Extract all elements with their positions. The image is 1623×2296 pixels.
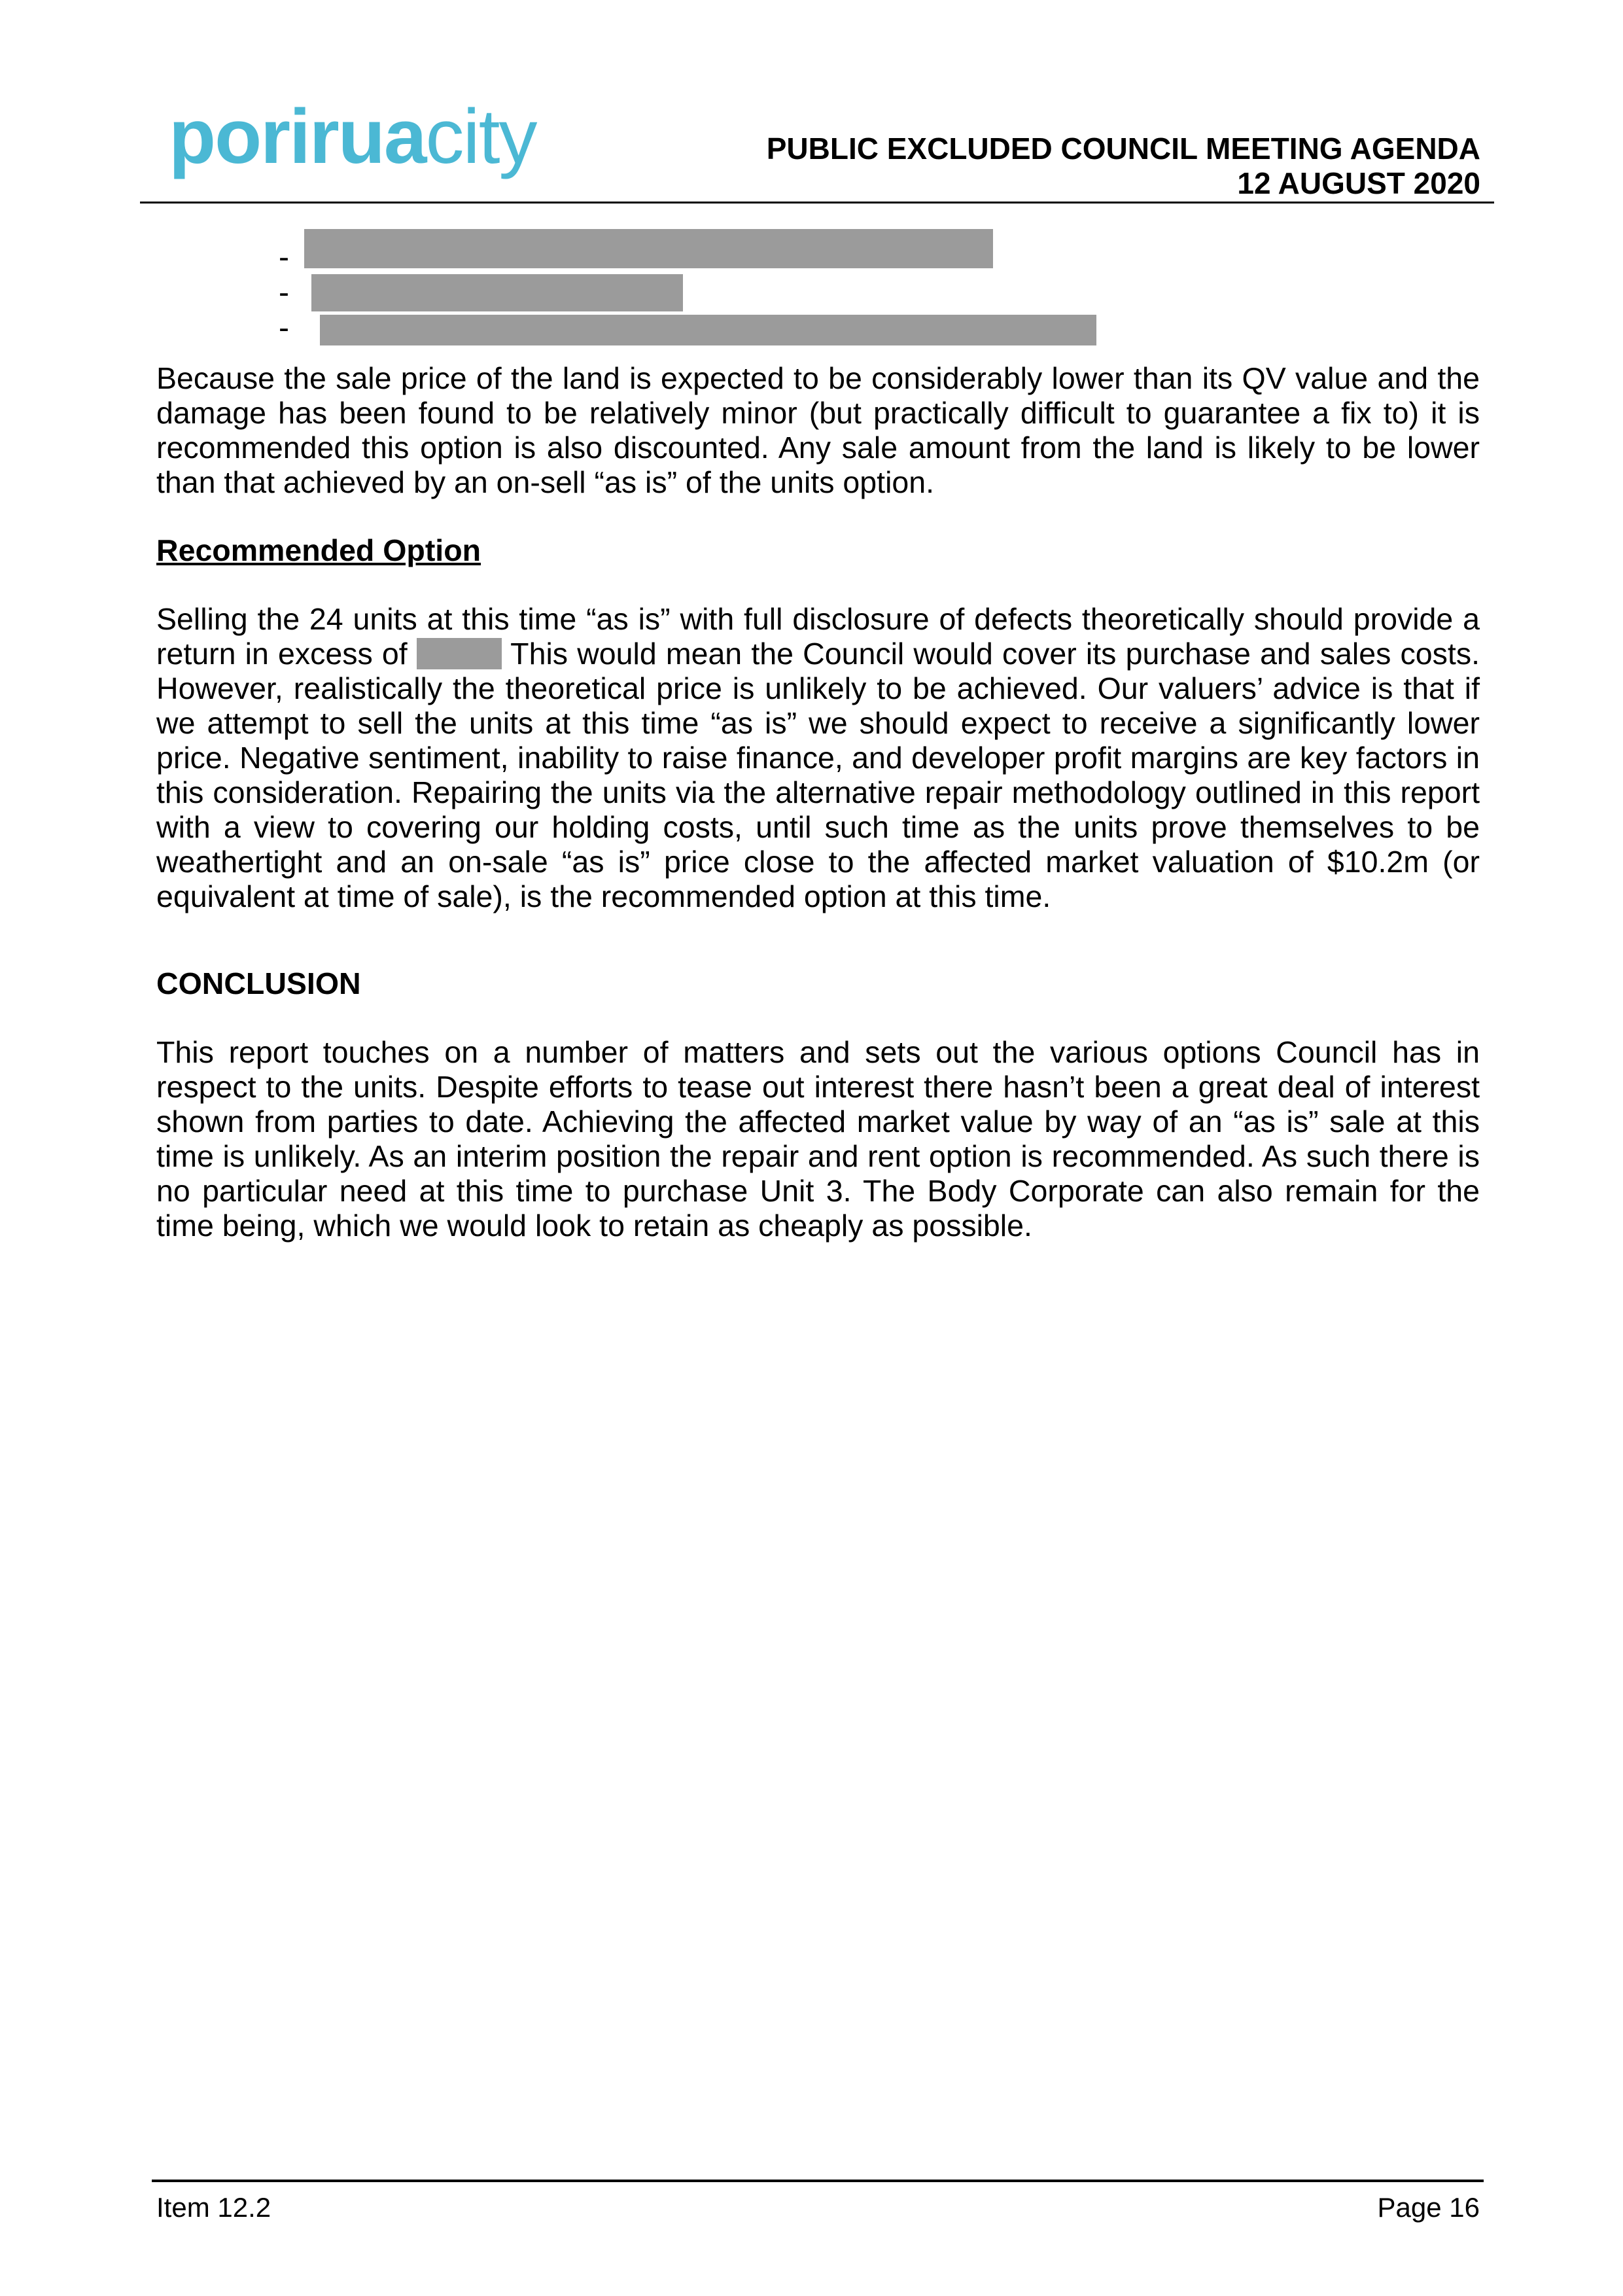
porirua-city-logo bbox=[169, 94, 536, 180]
footer-rule bbox=[152, 2180, 1484, 2182]
footer-item: Item 12.2 bbox=[156, 2192, 271, 2223]
bullet-dash: - bbox=[279, 275, 289, 310]
footer-page-number: Page 16 bbox=[1377, 2192, 1480, 2223]
paragraph-conclusion: This report touches on a number of matters and sets out the various options Council has in respect to the units. Despite efforts to tease out interest there hasn’t been a great deal of interest shown from parties to date. Achieving the affected market value by way of an “as is” sale at this time is unlikely. As an interim position the repair and rent option is recommended. As such there is no particular need at this time to purchase Unit 3. The Body Corporate can also remain for the time being, which we would look to retain as cheaply as possible. bbox=[156, 1035, 1480, 1243]
para2-end: This would mean the Council would cover its purchase and sales costs. However, realistically the theoretical price is unlikely to be achieved. Our valuers’ advice is that if we attempt to sell the units at this time “as is” we should expect to receive a significantly lower price. Negative sentiment, inability to raise finance, and developer profit margins are key factors in this consideration. Repairing the units via the alternative repair methodology outlined in this report with a view to covering our holding costs, until such time as the units prove themselves to be weathertight and an on-sale “as is” price close to the affected market valuation of $10.2m (or equivalent at time of sale), is the recommended option at this time. bbox=[156, 637, 1480, 913]
redaction-block bbox=[311, 274, 683, 311]
recommended-option-heading: Recommended Option bbox=[156, 533, 481, 567]
logo-bold-text: porirua bbox=[169, 94, 426, 180]
para2-start: Selling the 24 units at this time “as is” with full disclosure of defects theoretically should provide a return in excess of bbox=[156, 602, 1480, 671]
redaction-block bbox=[320, 315, 1096, 345]
paragraph-recommended-option bbox=[156, 602, 1480, 914]
conclusion-heading: CONCLUSION bbox=[156, 966, 361, 1000]
inline-redaction bbox=[417, 638, 502, 669]
bullet-dash: - bbox=[279, 240, 289, 275]
document-title: PUBLIC EXCLUDED COUNCIL MEETING AGENDA bbox=[766, 132, 1480, 166]
redaction-block bbox=[304, 229, 993, 268]
bullet-dash: - bbox=[279, 311, 289, 345]
meeting-date: 12 AUGUST 2020 bbox=[1237, 166, 1480, 200]
paragraph-land-sale: Because the sale price of the land is expected to be considerably lower than its QV value and the damage has been found to be relatively minor (but practically difficult to guarantee a fix to) it is recommended this option is also discounted. Any sale amount from the land is likely to be lower than that achieved by an on-sell “as is” of the units option. bbox=[156, 361, 1480, 499]
logo-light-text: city bbox=[425, 94, 536, 180]
header-rule bbox=[140, 202, 1494, 203]
